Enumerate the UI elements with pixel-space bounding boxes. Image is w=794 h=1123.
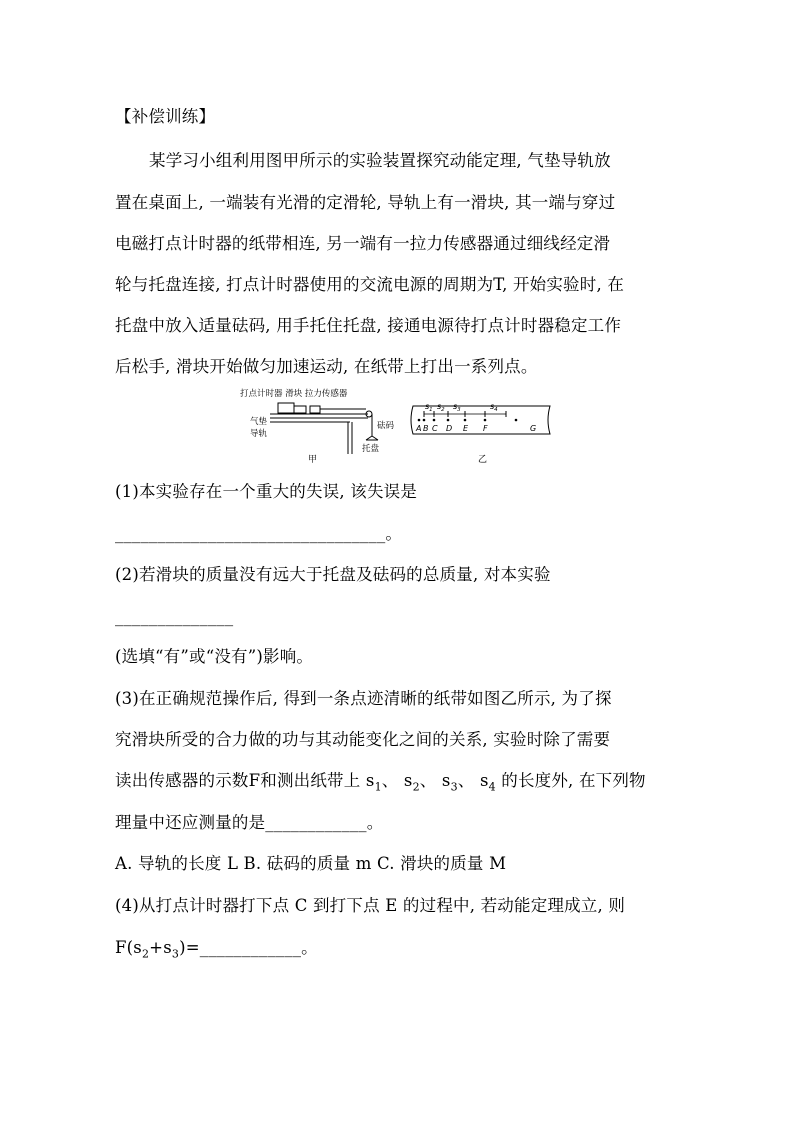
paper-tape-diagram — [411, 402, 550, 464]
question-3-text: (3)在正确规范操作后, 得到一条点迹清晰的纸带如图乙所示, 为了探 — [115, 689, 612, 708]
question-3-blank: 理量中还应测量的是____________。 — [115, 813, 384, 832]
point-label-f: F — [483, 424, 488, 433]
question-3-text: 究滑块所受的合力做的功与其动能变化之间的关系, 实验时除了需要 — [115, 730, 611, 749]
figure-1-caption: 甲 — [308, 455, 318, 464]
point-label-d: D — [446, 424, 453, 433]
tray-label: 托盘 — [362, 444, 380, 454]
point-label-e: E — [463, 424, 469, 433]
heading: 【补偿训练】 — [115, 107, 216, 126]
question-1-text: (1)本实验存在一个重大的失误, 该失误是 — [115, 482, 418, 501]
paragraph-line: 后松手, 滑块开始做匀加速运动, 在纸带上打出一系列点。 — [115, 357, 538, 376]
point-label-c: C — [432, 424, 438, 433]
experiment-figure — [238, 384, 556, 464]
question-1-blank: ________________________________。 — [115, 524, 403, 543]
question-2-blank: ______________ — [115, 607, 234, 626]
question-4-blank: $F(s_2+s_3)=\_\_\_\_\_\_\_\_\_\_\_\_$。 — [115, 938, 318, 961]
question-3-text: 读出传感器的示数F和测出纸带上 $s_1$、 $s_2$、 $s_3$、 $s_4$ 的长度外, 在下列物 — [115, 771, 646, 794]
paragraph-line: 某学习小组利用图甲所示的实验装置探究动能定理, 气垫导轨放 — [149, 151, 611, 170]
weights-label: 砝码 — [377, 421, 395, 431]
question-2-text: (2)若滑块的质量没有远大于托盘及砝码的总质量, 对本实验 — [115, 565, 551, 584]
rail-label: 导轨 — [250, 429, 268, 439]
s1-label: $s_1$ — [425, 402, 433, 413]
apparatus-top-label: 打点计时器 滑块 拉力传感器 — [240, 389, 348, 399]
question-2-hint: (选填“有”或“没有”)影响。 — [115, 647, 314, 666]
s3-label: $s_3$ — [453, 402, 461, 413]
question-3-options: A. 导轨的长度 L B. 砝码的质量 m C. 滑块的质量 M — [115, 854, 507, 873]
point-label-g: G — [530, 424, 537, 433]
slider-block — [294, 406, 306, 413]
question-4-text: (4)从打点计时器打下点 C 到打下点 E 的过程中, 若动能定理成立, 则 — [115, 896, 626, 915]
point-label-a: A — [416, 424, 422, 433]
paragraph-line: 轮与托盘连接, 打点计时器使用的交流电源的周期为T, 开始实验时, 在 — [115, 275, 625, 294]
point-label-b: B — [423, 424, 429, 433]
timer-block — [278, 403, 294, 413]
s4-label: $s_4$ — [490, 402, 498, 413]
paragraph-line: 电磁打点计时器的纸带相连, 另一端有一拉力传感器通过细线经定滑 — [115, 234, 611, 253]
figure-2-caption: 乙 — [478, 455, 488, 464]
sensor-block — [310, 406, 320, 413]
air-cushion-label: 气垫 — [250, 417, 268, 427]
apparatus-diagram — [240, 388, 395, 464]
s2-label: $s_2$ — [437, 402, 445, 413]
paragraph-line: 托盘中放入适量砝码, 用手托住托盘, 接通电源待打点计时器稳定工作 — [115, 316, 622, 335]
paragraph-line: 置在桌面上, 一端装有光滑的定滑轮, 导轨上有一滑块, 其一端与穿过 — [115, 193, 616, 212]
